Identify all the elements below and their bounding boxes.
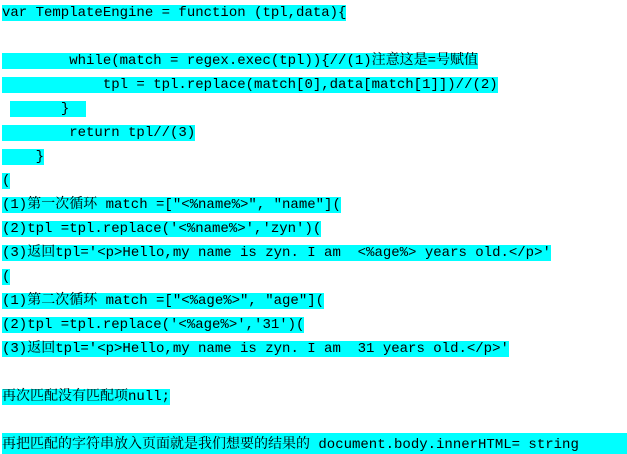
highlighted-text: (2)tpl =tpl.replace('<%age%>','31')( [2, 317, 305, 333]
highlighted-text: return tpl//(3) [2, 125, 196, 141]
blank-line [2, 409, 627, 433]
highlighted-text: ( [2, 173, 11, 189]
highlighted-text: ( [2, 269, 11, 285]
highlighted-text: tpl = tpl.replace(match[0],data[match[1]])//(2) [2, 77, 498, 93]
code-line [2, 97, 627, 121]
highlighted-text: (3)返回tpl='<p>Hello,my name is zyn. I am 31 years old.</p>' [2, 341, 509, 357]
highlighted-text: (3)返回tpl='<p>Hello,my name is zyn. I am <%age%> years old.</p>' [2, 245, 551, 261]
code-line [2, 193, 627, 217]
code-line [2, 337, 627, 361]
code-line [2, 169, 627, 193]
code-line [2, 313, 627, 337]
highlighted-text: 再把匹配的字符串放入页面就是我们想要的结果的 document.body.innerHTML= string [2, 433, 627, 454]
highlighted-text: } [2, 149, 45, 165]
highlighted-text: (1)第二次循环 match =["<%age%>", "age"]( [2, 293, 325, 309]
code-line [2, 49, 627, 73]
highlighted-text: (2)tpl =tpl.replace('<%name%>','zyn')( [2, 221, 322, 237]
blank-line [2, 361, 627, 385]
highlighted-text: (1)第一次循环 match =["<%name%>", "name"]( [2, 197, 341, 213]
code-line [2, 121, 627, 145]
code-line [2, 265, 627, 289]
highlighted-text: while(match = regex.exec(tpl)){//(1)注意这是=号赋值 [2, 53, 479, 69]
code-line [2, 145, 627, 169]
blank-line [2, 25, 627, 49]
code-line [2, 1, 627, 25]
highlighted-text: 再次匹配没有匹配项null; [2, 389, 171, 405]
code-line [2, 433, 627, 454]
code-line [2, 217, 627, 241]
code-line [2, 289, 627, 313]
highlighted-text: } [10, 101, 87, 117]
code-line [2, 241, 627, 265]
code-line [2, 385, 627, 409]
highlighted-text: var TemplateEngine = function (tpl,data){ [2, 5, 347, 21]
code-line [2, 73, 627, 97]
